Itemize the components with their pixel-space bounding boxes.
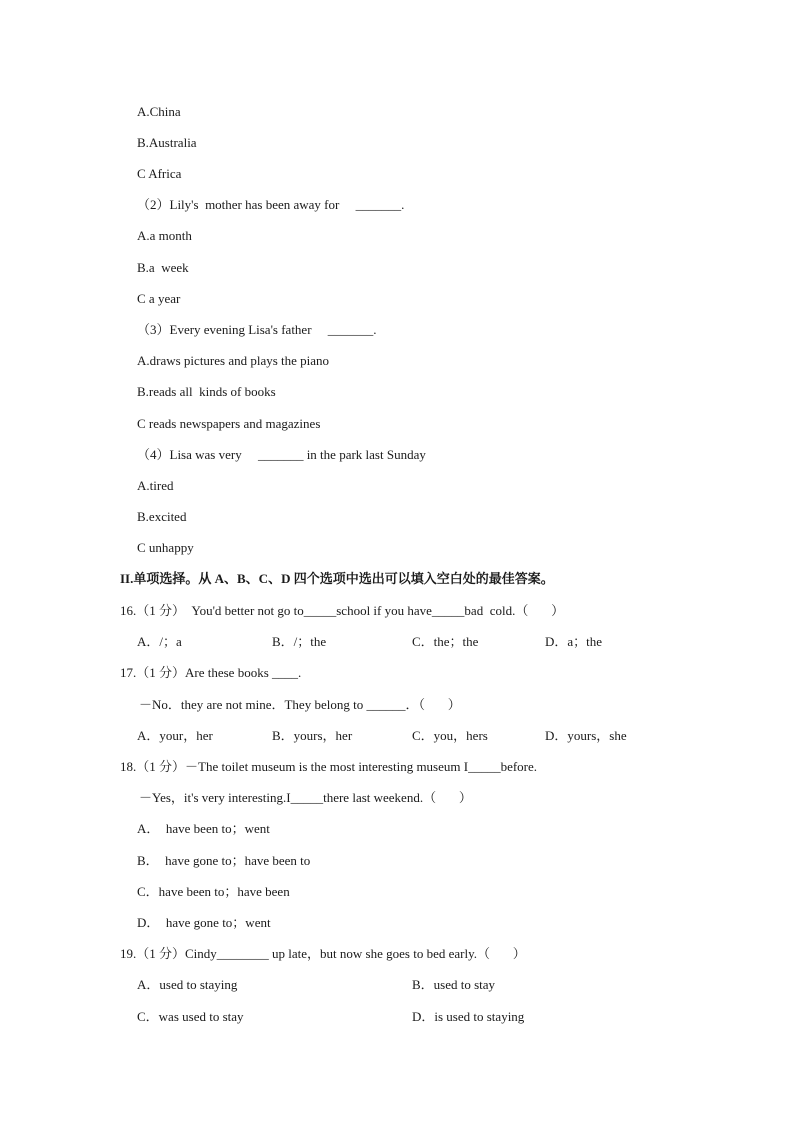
question-16-options xyxy=(0,634,794,650)
option-b-reads-books: B.reads all kinds of books xyxy=(137,384,276,399)
option-b-week: B.a week xyxy=(137,260,189,275)
question-17-options xyxy=(0,728,794,744)
q19-option-d: D．is used to staying xyxy=(412,1009,525,1024)
q19-option-b: B．used to stay xyxy=(412,977,496,992)
option-a-month: A.a month xyxy=(137,228,192,243)
question-17-stem: 17.（1 分）Are these books ____. xyxy=(120,665,302,680)
question-17-reply: －No．they are not mine．They belong to ______．（ ） xyxy=(139,697,461,712)
q18-option-d: D． have gone to；went xyxy=(137,915,271,930)
question-19-stem: 19.（1 分）Cindy________ up late，but now she goes to bed early.（ ） xyxy=(120,946,526,961)
option-c-reads-newspapers: C reads newspapers and magazines xyxy=(137,416,321,431)
question-18-stem: 18.（1 分）－The toilet museum is the most interesting museum I_____before. xyxy=(120,759,538,774)
q17-option-b: B．yours，her xyxy=(272,728,353,743)
question-2-stem: （2）Lily's mother has been away for _______. xyxy=(137,197,405,212)
question-3-stem: （3）Every evening Lisa's father _______. xyxy=(137,322,377,337)
question-4-stem: （4）Lisa was very _______ in the park last Sunday xyxy=(137,447,426,462)
question-18-reply: －Yes，it's very interesting.I_____there last weekend.（ ） xyxy=(139,790,472,805)
option-a-draws: A.draws pictures and plays the piano xyxy=(137,353,330,368)
q16-option-a: A．/；a xyxy=(137,634,182,649)
q16-option-c: C．the；the xyxy=(412,634,479,649)
q19-option-c: C．was used to stay xyxy=(137,1009,244,1024)
section-heading: II.单项选择。从 A、B、C、D 四个选项中选出可以填入空白处的最佳答案。 xyxy=(120,571,554,586)
q17-option-d: D．yours，she xyxy=(545,728,627,743)
q17-option-a: A．your，her xyxy=(137,728,213,743)
question-16-stem: 16.（1 分） You'd better not go to_____school if you have_____bad cold.（ ） xyxy=(120,603,565,618)
option-b-australia: B.Australia xyxy=(137,135,197,150)
option-b-excited: B.excited xyxy=(137,509,187,524)
option-a-tired: A.tired xyxy=(137,478,174,493)
question-19-options-row-1 xyxy=(0,977,794,993)
q18-option-c: C．have been to；have been xyxy=(137,884,290,899)
q16-option-d: D．a；the xyxy=(545,634,603,649)
q18-option-b: B． have gone to；have been to xyxy=(137,853,311,868)
q19-option-a: A．used to staying xyxy=(137,977,238,992)
option-c-year: C a year xyxy=(137,291,181,306)
q18-option-a: A． have been to；went xyxy=(137,821,270,836)
option-c-unhappy: C unhappy xyxy=(137,540,194,555)
q16-option-b: B．/；the xyxy=(272,634,327,649)
option-c-africa: C Africa xyxy=(137,166,182,181)
option-a-china: A.China xyxy=(137,104,181,119)
q17-option-c: C．you，hers xyxy=(412,728,488,743)
question-19-options-row-2 xyxy=(0,1009,794,1025)
